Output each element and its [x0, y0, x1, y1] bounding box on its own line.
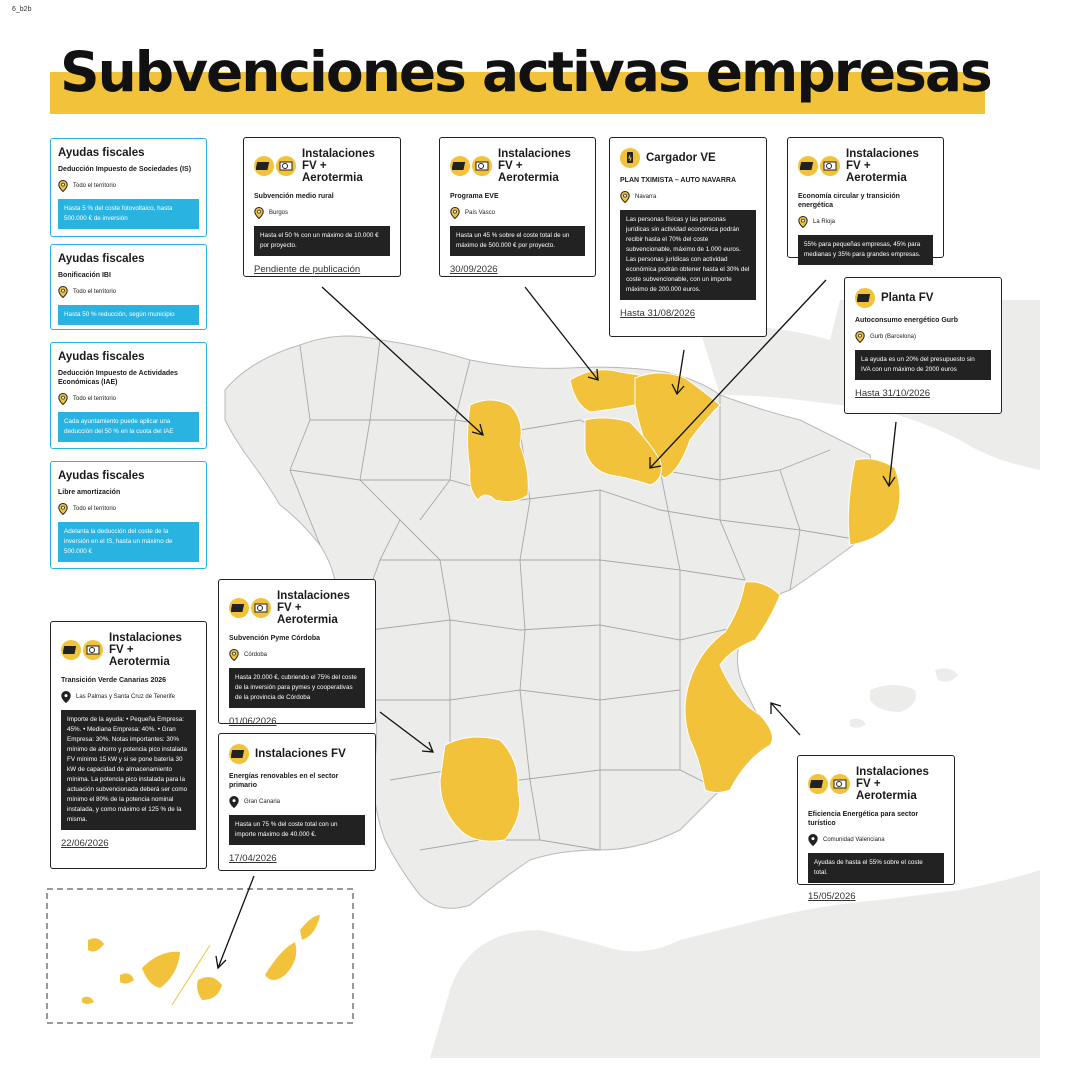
card-title: Instalaciones FV + Aerotermia: [302, 148, 375, 184]
card-subtitle: Subvención medio rural: [254, 193, 334, 200]
card-description: Cada ayuntamiento puede aplicar una deducción del 50 % en la cuota del IAE: [58, 412, 199, 442]
solar-panel-icon: [229, 744, 249, 764]
subsidy-card-valencia: [797, 755, 955, 902]
heat-pump-icon: [830, 774, 850, 794]
location-text: Todo el territorio: [73, 396, 117, 402]
subsidy-card-gurb: [844, 277, 1002, 414]
card-subtitle: Economía circular y transición energética: [798, 193, 900, 209]
location-pin-icon: [58, 503, 68, 515]
location-pin-icon: [61, 691, 71, 703]
card-date: 30/09/2026: [450, 264, 498, 275]
location-pin-icon: [855, 331, 865, 343]
location-pin-icon: [229, 796, 239, 808]
location-pin-icon: [58, 286, 68, 298]
page-title: Subvenciones activas empresas: [60, 40, 991, 104]
fiscal-card: [50, 244, 207, 330]
location-pin-icon: [450, 207, 460, 219]
card-description: Ayudas de hasta el 55% sobre el coste total.: [808, 853, 944, 883]
solar-panel-icon: [450, 156, 470, 176]
location-pin-icon: [620, 191, 630, 203]
balearic-islands: [850, 668, 958, 727]
location-text: Comunidad Valenciana: [823, 837, 885, 843]
card-subtitle: Deducción Impuesto de Sociedades (IS): [58, 166, 192, 173]
card-subtitle: Eficiencia Energética para sector turístico: [808, 811, 919, 827]
location-text: País Vasco: [465, 210, 495, 216]
fiscal-card: [50, 342, 207, 449]
solar-and-heatpump-icons: [798, 156, 840, 176]
card-title: Instalaciones FV + Aerotermia: [846, 148, 919, 184]
solar-panel-icon: [855, 288, 875, 308]
location-text: Todo el territorio: [73, 506, 117, 512]
card-description: 55% para pequeñas empresas, 45% para medianas y 35% para grandes empresas.: [798, 235, 933, 265]
card-date: Hasta 31/08/2026: [620, 308, 696, 319]
solar-panel-icon: [808, 774, 828, 794]
africa-landmass: [430, 870, 1040, 1058]
card-title: Instalaciones FV + Aerotermia: [109, 632, 182, 668]
card-title: Instalaciones FV: [255, 748, 346, 760]
location-text: Burgos: [269, 210, 289, 216]
solar-panel-icon: [254, 156, 274, 176]
solar-panel-icon: [61, 640, 81, 660]
solar-panel-icon: [798, 156, 818, 176]
card-title: Instalaciones FV + Aerotermia: [277, 590, 350, 626]
card-date: 17/04/2026: [229, 853, 277, 864]
card-title: Ayudas fiscales: [58, 351, 145, 363]
heat-pump-icon: [83, 640, 103, 660]
location-pin-icon: [58, 393, 68, 405]
card-date: Hasta 31/10/2026: [855, 388, 931, 399]
location-text: Todo el territorio: [73, 183, 117, 189]
solar-and-heatpump-icons: [808, 774, 850, 794]
card-subtitle: Subvención Pyme Córdoba: [229, 635, 321, 642]
card-description: Importe de la ayuda: • Pequeña Empresa: 45%. • Mediana Empresa: 40%. • Gran Empresa: 30%. Notas importantes: 30% mínimo de ahorro y potencia pico instalada FV mínimo 15 kW y si se pone batería 30 kW de capacidad de almacenamiento mínima. La potencia pico instalada para la actuación subvencionada deberá ser como mínimo el 80% de la potencia nominal instalada, y como máximo el 125 % de la misma.: [61, 710, 196, 830]
card-title: Ayudas fiscales: [58, 470, 145, 482]
card-description: Hasta 5 % del coste fotovoltaico, hasta 500.000 € de inversión: [58, 199, 199, 229]
fiscal-card: [50, 461, 207, 569]
solar-panel-icon: [229, 598, 249, 618]
card-description: Hasta 20.000 €, cubriendo el 75% del coste de la inversión para pymes y cooperativas de la provincia de Córdoba: [229, 668, 365, 708]
heat-pump-icon: [820, 156, 840, 176]
corner-code: 6_b2b: [12, 6, 32, 13]
location-text: Gurb (Barcelona): [870, 334, 917, 340]
subsidy-card-pais-vasco: [439, 137, 596, 277]
card-title: Cargador VE: [646, 152, 716, 164]
location-text: Las Palmas y Santa Cruz de Tenerife: [76, 694, 175, 700]
location-text: Navarra: [635, 194, 657, 200]
subsidy-card-burgos: [243, 137, 401, 277]
solar-and-heatpump-icons: [229, 598, 271, 618]
card-title: Instalaciones FV + Aerotermia: [856, 766, 929, 802]
location-pin-icon: [229, 649, 239, 661]
heat-pump-icon: [251, 598, 271, 618]
card-title: Ayudas fiscales: [58, 253, 145, 265]
solar-and-heatpump-icons: [254, 156, 296, 176]
heat-pump-icon: [472, 156, 492, 176]
card-description: Hasta un 45 % sobre el coste total de un máximo de 500.000 € por proyecto.: [450, 226, 585, 256]
card-description: La ayuda es un 20% del presupuesto sin IVA con un máximo de 2000 euros: [855, 350, 991, 380]
solar-and-heatpump-icons: [450, 156, 492, 176]
region-barcelona: [848, 459, 900, 545]
card-date: 22/06/2026: [61, 838, 109, 849]
card-subtitle: Deducción Impuesto de Actividades Económicas (IAE): [58, 370, 178, 386]
card-subtitle: Autoconsumo energético Gurb: [855, 317, 959, 324]
location-text: Todo el territorio: [73, 289, 117, 295]
fiscal-card: [50, 138, 207, 237]
ev-charger-icon: [620, 148, 640, 168]
card-subtitle: Programa EVE: [450, 193, 499, 200]
card-description: Hasta 50 % reducción, según municipio: [58, 305, 199, 325]
card-description: Hasta un 75 % del coste total con un importe máximo de 40.000 €.: [229, 815, 365, 845]
card-date: Pendiente de publicación: [254, 264, 361, 275]
card-title: Planta FV: [881, 292, 934, 304]
subsidy-card-cordoba: [218, 579, 376, 727]
card-subtitle: Libre amortización: [58, 489, 121, 496]
card-date: 01/06/2026: [229, 716, 277, 727]
card-description: Las personas físicas y las personas jurídicas sin actividad económica podrán recibir hasta el 70% del coste subvencionable, máximo de 1.000 euros. Las personas jurídicas con actividad económica podrán obtener hasta el 30% del coste subvencionable, con un importe máximo de 200.000 euros.: [620, 210, 756, 300]
card-subtitle: Bonificación IBI: [58, 272, 111, 279]
location-text: Gran Canaria: [244, 799, 281, 805]
card-description: Hasta el 50 % con un máximo de 10.000 € por proyecto.: [254, 226, 390, 256]
canary-inset-frame: [47, 889, 353, 1023]
subsidy-card-gran-canaria: [218, 733, 376, 871]
heat-pump-icon: [276, 156, 296, 176]
subsidy-card-la-rioja: [787, 137, 944, 258]
card-description: Adelanta la deducción del coste de la inversión en el IS, hasta un máximo de 500.000 €: [58, 522, 199, 562]
card-title: Instalaciones FV + Aerotermia: [498, 148, 571, 184]
card-subtitle: Energías renovables en el sector primario: [229, 773, 339, 789]
card-subtitle: PLAN TXIMISTA – AUTO NAVARRA: [620, 177, 737, 184]
subsidy-card-navarra: [609, 137, 767, 337]
subsidy-card-canarias: [50, 621, 207, 869]
card-date: 15/05/2026: [808, 891, 856, 902]
location-pin-icon: [58, 180, 68, 192]
location-pin-icon: [254, 207, 264, 219]
card-title: Ayudas fiscales: [58, 147, 145, 159]
location-text: Córdoba: [244, 652, 268, 658]
location-pin-icon: [808, 834, 818, 846]
location-text: La Rioja: [813, 219, 836, 225]
solar-and-heatpump-icons: [61, 640, 103, 660]
card-subtitle: Transición Verde Canarias 2026: [61, 677, 167, 684]
location-pin-icon: [798, 216, 808, 228]
